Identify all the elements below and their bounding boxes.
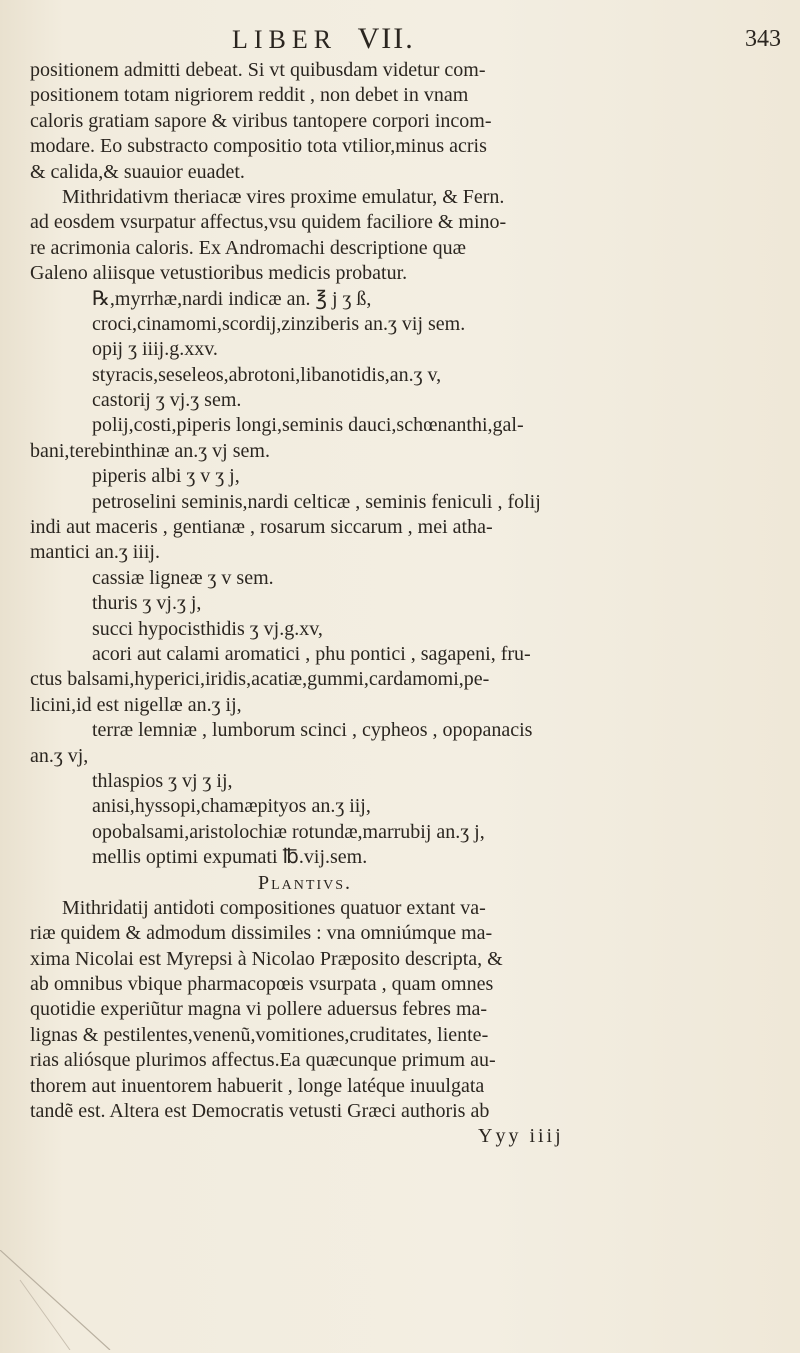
recipe-line: acori aut calami aromatici , phu pontici , sagapeni, fru- — [92, 642, 531, 665]
recipe-line: styracis,seseleos,abrotoni,libanotidis,an.ʒ v, — [92, 363, 442, 386]
recipe-line: petroselini seminis,nardi celticæ , seminis feniculi , folij — [92, 490, 541, 513]
recipe-continuation: indi aut maceris , gentianæ , rosarum siccarum , mei atha- — [30, 516, 493, 539]
section-heading: Plantivs. — [258, 871, 353, 894]
text-line: modare. Eo substracto compositio tota vtilior,minus acris — [30, 135, 487, 158]
paragraph-start-line: Mithridatij antidoti compositiones quatuor extant va- — [62, 896, 486, 919]
page-header — [0, 22, 800, 58]
paragraph-start-line: Mithridativm theriacæ vires proxime emulatur, & Fern. — [62, 185, 505, 208]
recipe-continuation: mantici an.ʒ iiij. — [30, 541, 160, 564]
recipe-continuation: bani,terebinthinæ an.ʒ vj sem. — [30, 439, 270, 462]
body-text — [30, 58, 792, 1150]
text-line: tandẽ est. Altera est Democratis vetusti Græci authoris ab — [30, 1100, 490, 1123]
recipe-line: thuris ʒ vj.ʒ j, — [92, 592, 202, 615]
recipe-continuation: ctus balsami,hyperici,iridis,acatiæ,gummi,cardamomi,pe- — [30, 668, 490, 691]
running-head — [232, 22, 415, 56]
signature-mark: Yyy iiij — [478, 1125, 564, 1148]
book-number: VII. — [357, 22, 415, 55]
recipe-line: opij ʒ iiij.g.xxv. — [92, 338, 218, 361]
text-line: riæ quidem & admodum dissimiles : vna omniúmque ma- — [30, 922, 493, 945]
recipe-line: succi hypocisthidis ʒ vj.g.xv, — [92, 617, 323, 640]
recipe-line: croci,cinamomi,scordij,zinziberis an.ʒ vij sem. — [92, 312, 466, 335]
recipe-line: piperis albi ʒ v ʒ j, — [92, 465, 240, 488]
recipe-line: ℞,myrrhæ,nardi indicæ an. ℥ j ʒ ß, — [92, 287, 372, 310]
recipe-line: thlaspios ʒ vj ʒ ij, — [92, 769, 233, 792]
text-line: ad eosdem vsurpatur affectus,vsu quidem faciliore & mino- — [30, 211, 507, 234]
recipe-line: anisi,hyssopi,chamæpityos an.ʒ iij, — [92, 795, 371, 818]
recipe-continuation: licini,id est nigellæ an.ʒ ij, — [30, 693, 242, 716]
recipe-continuation: an.ʒ vj, — [30, 744, 89, 767]
text-line: rias aliósque plurimos affectus.Ea quæcunque primum au- — [30, 1049, 496, 1072]
recipe-line: mellis optimi expumati ℔.vij.sem. — [92, 846, 368, 869]
text-line: & calida,& suauior euadet. — [30, 160, 245, 183]
text-line: Galeno aliisque vetustioribus medicis probatur. — [30, 262, 408, 285]
page-number: 343 — [745, 26, 781, 52]
text-line: quotidie experiũtur magna vi pollere aduersus febres ma- — [30, 998, 488, 1021]
running-head-title: LIBER — [232, 25, 338, 54]
text-line: xima Nicolai est Myrepsi à Nicolao Præposito descripta, & — [30, 947, 503, 970]
recipe-line: castorij ʒ vj.ʒ sem. — [92, 389, 242, 412]
recipe-line: terræ lemniæ , lumborum scinci , cypheos , opopanacis — [92, 719, 533, 742]
recipe-line: opobalsami,aristolochiæ rotundæ,marrubij an.ʒ j, — [92, 820, 485, 843]
text-line: positionem totam nigriorem reddit , non debet in vnam — [30, 84, 469, 107]
text-line: caloris gratiam sapore & viribus tantopere corpori incom- — [30, 109, 492, 132]
recipe-line: polij,costi,piperis longi,seminis dauci,schœnanthi,gal- — [92, 414, 524, 437]
text-line: lignas & pestilentes,venenũ,vomitiones,cruditates, liente- — [30, 1023, 489, 1046]
text-line: re acrimonia caloris. Ex Andromachi descriptione quæ — [30, 236, 466, 259]
text-line: thorem aut inuentorem habuerit , longe latéque inuulgata — [30, 1074, 485, 1097]
page-corner-crease — [0, 1250, 160, 1350]
text-line: positionem admitti debeat. Si vt quibusdam videtur com- — [30, 59, 486, 81]
recipe-line: cassiæ ligneæ ʒ v sem. — [92, 566, 274, 589]
text-line: ab omnibus vbique pharmacopœis vsurpata , quam omnes — [30, 973, 494, 996]
